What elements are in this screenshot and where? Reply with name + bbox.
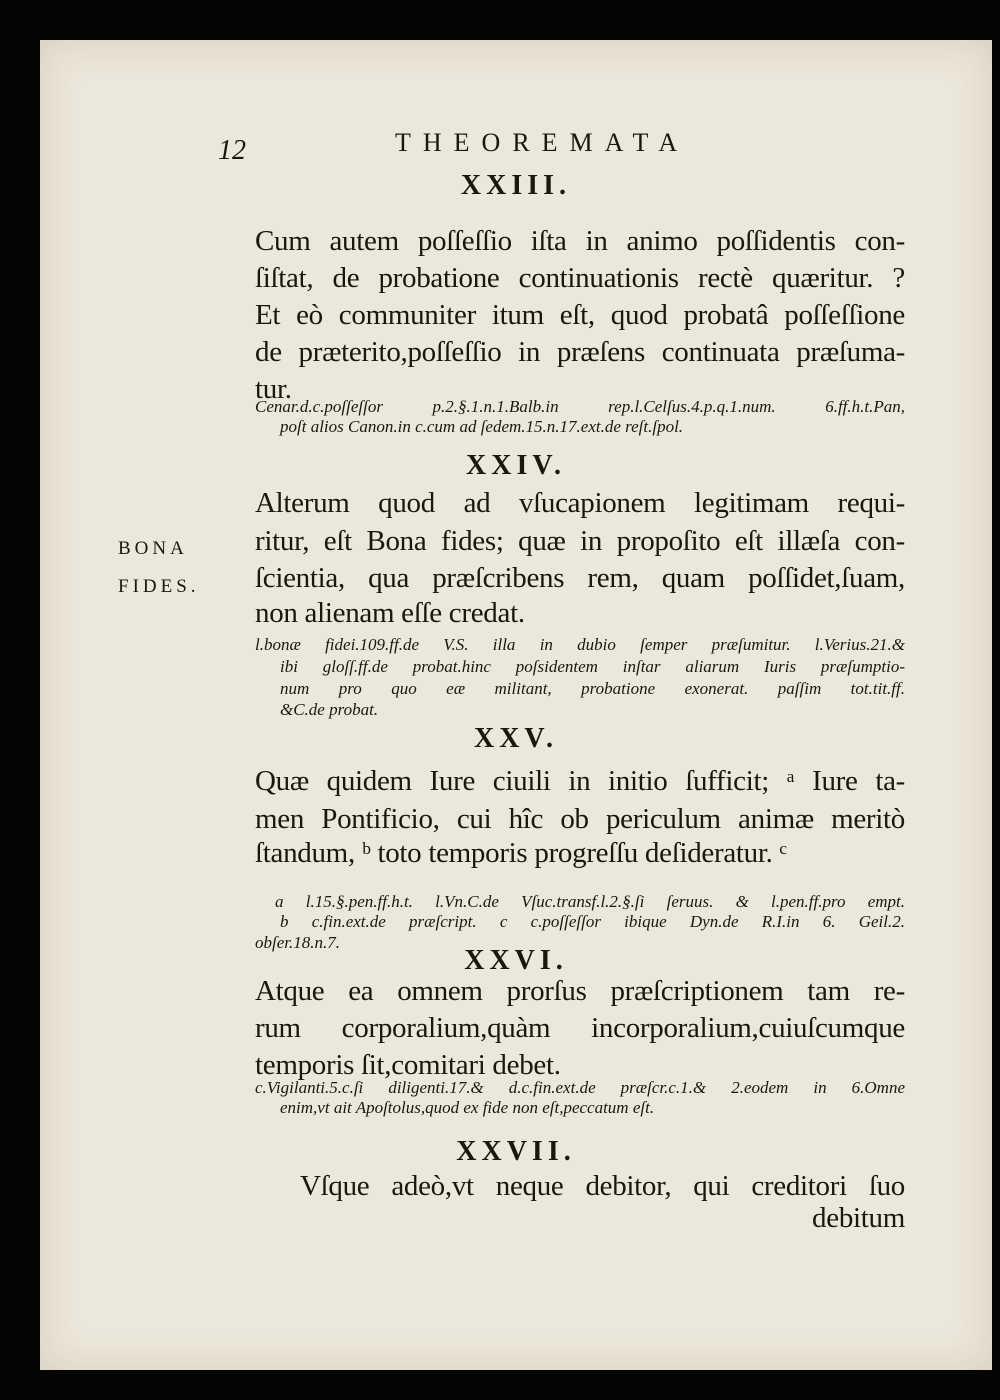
- text-line: rum corporalium,quàm incorporalium,cuiuſcumque: [255, 1012, 905, 1044]
- footnote-line: poſt alios Canon.in c.cum ad ſedem.15.n.17.ext.de reſt.ſpol.: [280, 417, 684, 436]
- section-numeral: XXIII.: [460, 170, 572, 201]
- text-line: ritur, eſt Bona fides; quæ in propoſito eſt illæſa con-: [255, 525, 905, 557]
- footnote-line: enim,vt ait Apoſtolus,quod ex fide non eſt,peccatum eſt.: [280, 1098, 655, 1117]
- footnote-line: Cenar.d.c.poſſeſſor p.2.§.1.n.1.Balb.in rep.l.Celſus.4.p.q.1.num. 6.ff.h.t.Pan,: [255, 397, 905, 416]
- text-line: ſiſtat, de probatione continuationis rectè quæritur. ?: [255, 262, 905, 294]
- text-line: non alienam eſſe credat.: [255, 597, 525, 629]
- footnote-line: num pro quo eæ militant, probatione exonerat. paſſim tot.tit.ff.: [280, 679, 905, 698]
- text-line: Alterum quod ad vſucapionem legitimam requi-: [255, 487, 905, 519]
- text-line: ſcientia, qua præſcribens rem, quam poſſidet,ſuam,: [255, 562, 905, 594]
- text-line: de præterito,poſſeſſio in præſens continuata præſuma-: [255, 336, 905, 368]
- page-number: 12: [218, 135, 246, 166]
- text-line: Vſque adeò,vt neque debitor, qui creditori ſuo: [300, 1170, 905, 1202]
- footnote-line: &C.de probat.: [280, 700, 379, 719]
- text-line: tur.: [255, 373, 292, 405]
- margin-note: BONA: [118, 538, 188, 559]
- footnote-line: ibi gloſſ.ff.de probat.hinc poſsidentem inſtar aliarum Iuris præſumptio-: [280, 657, 905, 676]
- section-numeral: XXVI.: [464, 945, 568, 976]
- footnote-line: l.bonæ fidei.109.ff.de V.S. illa in dubio ſemper præſumitur. l.Verius.21.&: [255, 635, 905, 654]
- text-line: Et eò communiter itum eſt, quod probatâ poſſeſſione: [255, 299, 905, 331]
- book-page: [40, 40, 992, 1370]
- catchword: debitum: [812, 1202, 905, 1234]
- footnote-line: b c.fin.ext.de præſcript. c c.poſſeſſor ibique Dyn.de R.I.in 6. Geil.2.: [280, 912, 905, 931]
- footnote-line: obſer.18.n.7.: [255, 933, 340, 952]
- text-line: Atque ea omnem prorſus præſcriptionem tam re-: [255, 975, 905, 1007]
- section-numeral: XXV.: [473, 723, 559, 754]
- text-line: ſtandum, ᵇ toto temporis progreſſu deſideratur. ᶜ: [255, 837, 787, 869]
- footnote-line: c.Vigilanti.5.c.ſi diligenti.17.& d.c.fin.ext.de præſcr.c.1.& 2.eodem in 6.Omne: [255, 1078, 905, 1097]
- section-numeral: XXVII.: [456, 1136, 576, 1167]
- text-line: Cum autem poſſeſſio iſta in animo poſſidentis con-: [255, 225, 905, 257]
- footnote-line: a l.15.§.pen.ff.h.t. l.Vn.C.de Vſuc.transf.l.2.§.ſi ſeruus. & l.pen.ff.pro empt.: [275, 892, 905, 911]
- text-line: temporis ſit,comitari debet.: [255, 1049, 561, 1081]
- text-line: men Pontificio, cui hîc ob periculum animæ meritò: [255, 803, 905, 835]
- margin-note: FIDES.: [118, 576, 200, 597]
- section-numeral: XXIV.: [466, 450, 566, 481]
- text-line: Quæ quidem Iure ciuili in initio ſufficit; ᵃ Iure ta-: [255, 765, 905, 797]
- running-title: THEOREMATA: [395, 128, 690, 157]
